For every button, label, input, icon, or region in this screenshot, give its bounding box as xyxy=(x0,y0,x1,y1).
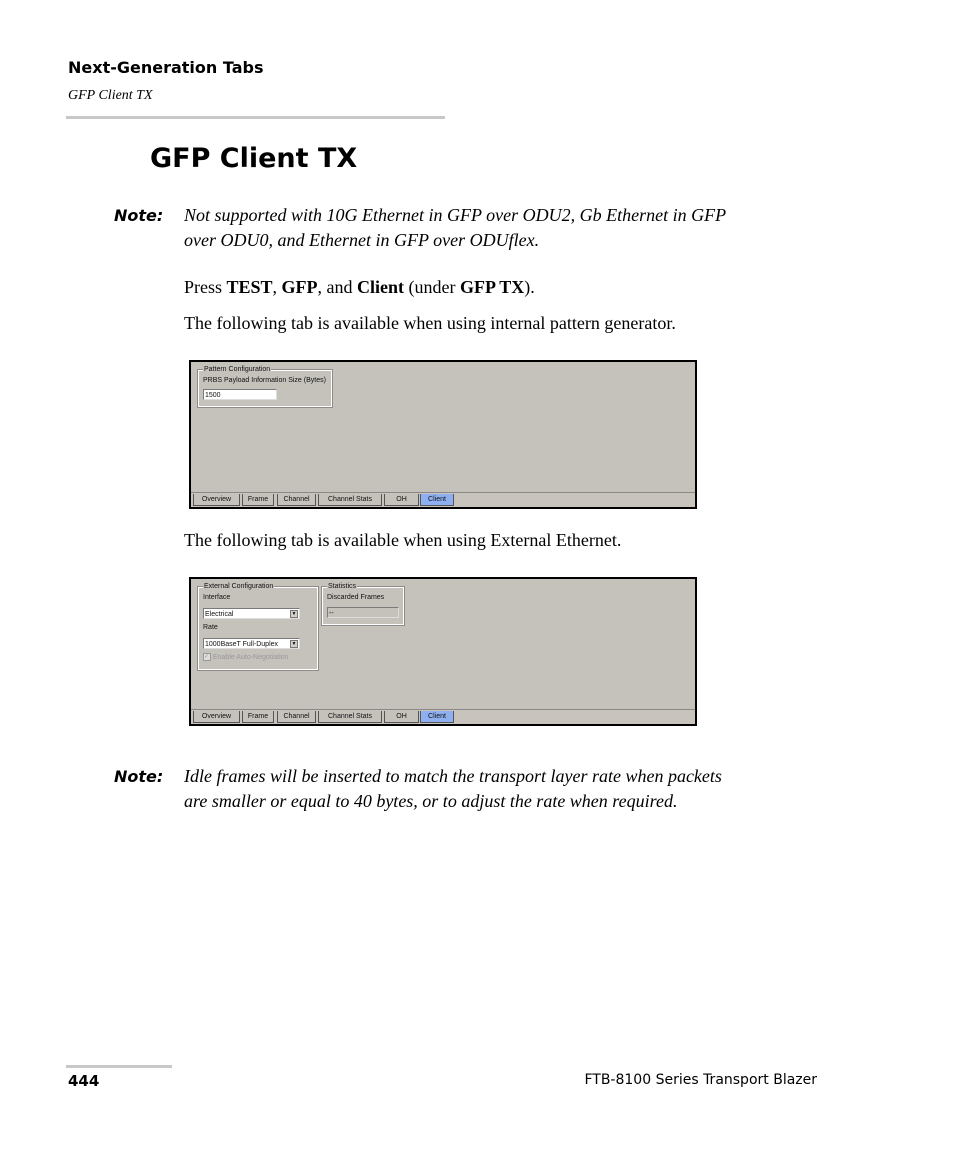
note-text xyxy=(184,764,904,814)
prbs-size-input[interactable]: 1500 xyxy=(203,389,277,400)
tab-frame[interactable]: Frame xyxy=(242,711,274,723)
note-line: Not supported with 10G Ethernet in GFP over ODU2, Gb Ethernet in GFP xyxy=(184,205,727,225)
paragraph: The following tab is available when using External Ethernet. xyxy=(184,530,622,550)
group-title: Statistics xyxy=(328,583,357,590)
instruction xyxy=(184,277,535,298)
pattern-configuration-group xyxy=(198,366,332,407)
autoneg-label: Enable Auto-Negotiation xyxy=(212,654,289,661)
note-text xyxy=(184,203,884,253)
chevron-down-icon: ▼ xyxy=(291,641,297,647)
text: ). xyxy=(524,277,535,297)
tab-client[interactable]: Client xyxy=(420,711,454,723)
chevron-down-icon: ▼ xyxy=(291,611,297,617)
text: Press xyxy=(184,277,227,297)
screenshot-external-ethernet xyxy=(189,577,697,726)
tab-frame[interactable]: Frame xyxy=(242,494,274,506)
note-label: Note: xyxy=(114,206,164,225)
prbs-size-label: PRBS Payload Information Size (Bytes) xyxy=(203,377,326,384)
note-line: over ODU0, and Ethernet in GFP over ODUflex. xyxy=(184,230,540,250)
tab-oh[interactable]: OH xyxy=(384,711,419,723)
rate-select[interactable] xyxy=(203,638,300,649)
note-line: are smaller or equal to 40 bytes, or to adjust the rate when required. xyxy=(184,791,678,811)
check-icon: ✓ xyxy=(204,654,210,661)
note-line: Idle frames will be inserted to match the transport layer rate when packets xyxy=(184,766,722,786)
discarded-frames-field: -- xyxy=(327,607,399,618)
product-name: FTB-8100 Series Transport Blazer xyxy=(584,1072,817,1088)
tab-bar xyxy=(191,709,695,724)
rate-value: 1000BaseT Full-Duplex xyxy=(205,641,279,648)
tab-channel[interactable]: Channel xyxy=(277,494,316,506)
test-keyword: TEST xyxy=(226,277,273,297)
tab-channel-stats[interactable]: Channel Stats xyxy=(318,711,382,723)
external-configuration-group xyxy=(198,583,318,670)
tab-overview[interactable]: Overview xyxy=(193,494,240,506)
note-label: Note: xyxy=(114,767,164,786)
tab-bar xyxy=(191,492,695,507)
page-title: GFP Client TX xyxy=(150,143,358,174)
text: (under xyxy=(404,277,461,297)
text: , xyxy=(272,277,282,297)
running-header-section: Next-Generation Tabs xyxy=(68,58,264,77)
tab-channel-stats[interactable]: Channel Stats xyxy=(318,494,382,506)
gfp-keyword: GFP xyxy=(281,277,318,297)
group-title: External Configuration xyxy=(204,583,274,590)
paragraph: The following tab is available when using internal pattern generator. xyxy=(184,313,676,333)
discarded-frames-label: Discarded Frames xyxy=(327,594,385,601)
text: , and xyxy=(317,277,358,297)
tab-channel[interactable]: Channel xyxy=(277,711,316,723)
gfptx-keyword: GFP TX xyxy=(460,277,525,297)
rate-label: Rate xyxy=(203,624,218,631)
autoneg-checkbox[interactable] xyxy=(203,653,288,662)
header-rule xyxy=(66,116,445,119)
interface-label: Interface xyxy=(203,594,231,601)
page-number: 444 xyxy=(68,1072,100,1090)
interface-value: Electrical xyxy=(205,611,234,618)
group-title: Pattern Configuration xyxy=(204,366,271,373)
client-keyword: Client xyxy=(357,277,405,297)
tab-oh[interactable]: OH xyxy=(384,494,419,506)
statistics-group xyxy=(322,583,404,625)
tab-client[interactable]: Client xyxy=(420,494,454,506)
running-header-subsection: GFP Client TX xyxy=(68,88,153,103)
footer-rule xyxy=(66,1065,172,1068)
tab-overview[interactable]: Overview xyxy=(193,711,240,723)
interface-select[interactable] xyxy=(203,608,300,619)
screenshot-internal-pattern xyxy=(189,360,697,509)
